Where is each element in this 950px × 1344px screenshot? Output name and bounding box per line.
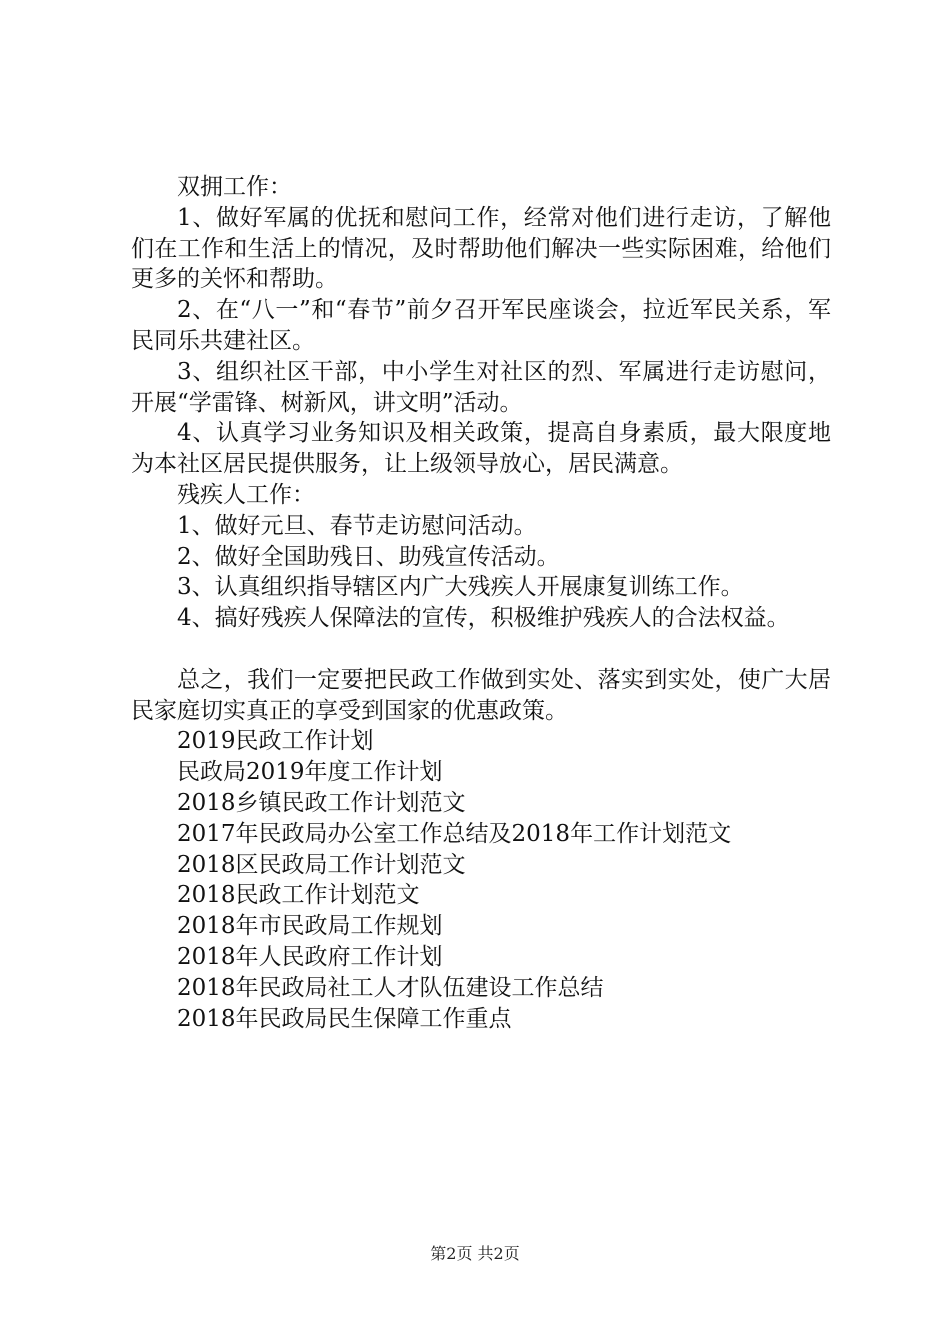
related-link-item[interactable]: 2017年民政局办公室工作总结及2018年工作计划范文 [177, 820, 732, 847]
related-link-item[interactable]: 2018区民政局工作计划范文 [177, 851, 466, 878]
related-link-item[interactable]: 民政局2019年度工作计划 [177, 759, 443, 786]
related-link-item[interactable]: 2018年民政局社工人才队伍建设工作总结 [177, 974, 604, 1001]
page-number-footer: 第2页 共2页 [430, 1244, 520, 1263]
shuangyong-item-4: 4、认真学习业务知识及相关政策，提高自身素质，最大限度地为本社区居民提供服务，让上级领导放心，居民满意。 [131, 420, 831, 478]
related-link-item[interactable]: 2019民政工作计划 [177, 728, 374, 755]
related-link-item[interactable]: 2018民政工作计划范文 [177, 882, 420, 909]
canjiren-item-3: 3、认真组织指导辖区内广大残疾人开展康复训练工作。 [177, 574, 744, 601]
shuangyong-item-1: 1、做好军属的优抚和慰问工作，经常对他们进行走访，了解他们在工作和生活上的情况，及时帮助他们解决一些实际困难，给他们更多的关怀和帮助。 [131, 204, 831, 293]
related-links-list [131, 726, 831, 1034]
paragraph-spacer [131, 634, 831, 665]
canjiren-item-4: 4、搞好残疾人保障法的宣传，积极维护残疾人的合法权益。 [177, 605, 790, 632]
shuangyong-item-3: 3、组织社区干部，中小学生对社区的烈、军属进行走访慰问，开展“学雷锋、树新风，讲文明”活动。 [131, 358, 831, 416]
canjiren-item-2: 2、做好全国助残日、助残宣传活动。 [177, 543, 560, 570]
related-link-item[interactable]: 2018年民政局民生保障工作重点 [177, 1005, 512, 1032]
document-body [131, 172, 831, 1034]
conclusion-paragraph: 总之，我们一定要把民政工作做到实处、落实到实处，使广大居民家庭切实真正的享受到国家的优惠政策。 [131, 666, 831, 724]
related-link-item[interactable]: 2018年市民政局工作规划 [177, 913, 443, 940]
related-link-item[interactable]: 2018年人民政府工作计划 [177, 943, 443, 970]
section-heading-shuangyong: 双拥工作： [177, 174, 292, 200]
canjiren-item-1: 1、做好元旦、春节走访慰问活动。 [177, 512, 537, 539]
related-link-item[interactable]: 2018乡镇民政工作计划范文 [177, 789, 466, 816]
shuangyong-item-2: 2、在“八一”和“春节”前夕召开军民座谈会，拉近军民关系，军民同乐共建社区。 [131, 297, 831, 354]
section-heading-canjiren: 残疾人工作： [177, 481, 315, 508]
